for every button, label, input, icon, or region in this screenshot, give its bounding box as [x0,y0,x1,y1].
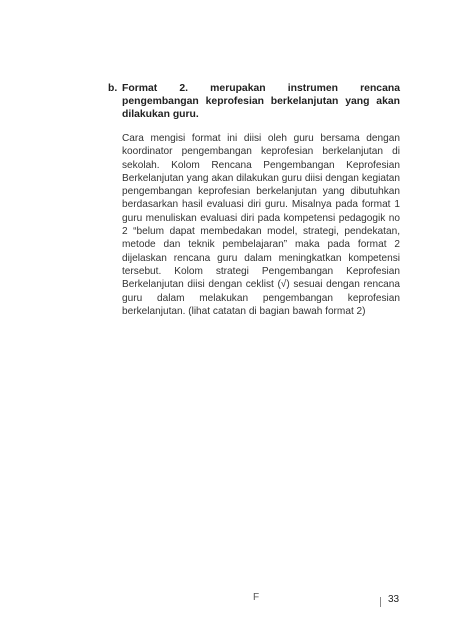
list-marker: b. [108,83,118,94]
section-b [108,82,400,318]
body-paragraph: Cara mengisi format ini diisi oleh guru bersama dengan koordinator pengembangan keprofesian berkelanjutan di sekolah. Kolom Rencana Pengembangan Keprofesian Berkelanjutan yang akan dilakukan guru diisi dengan kegiatan pengembangan keprofesian berkelanjutan yang dibutuhkan berdasarkan hasil evaluasi diri guru. Misalnya pada format 1 guru menuliskan evaluasi diri pada kompetensi pedagogik no 2 “belum dapat membedakan model, strategi, pendekatan, metode dan teknik pembelajaran” maka pada format 2 dijelaskan rencana guru dalam meningkatkan kompetensi tersebut. Kolom strategi Pengembangan Keprofesian Berkelanjutan diisi dengan ceklist (√) sesuai dengan rencana guru dalam melakukan pengembangan keprofesian berkelanjutan. (lihat catatan di bagian bawah format 2) [122,133,400,317]
footer-letter: F [253,592,260,603]
section-heading [108,82,400,121]
page-number: 33 [388,594,400,605]
footer-divider [380,597,381,607]
heading-text: Format 2. merupakan instrumen rencana pengembangan keprofesian berkelanjutan yang akan dilakukan guru. [122,83,400,120]
